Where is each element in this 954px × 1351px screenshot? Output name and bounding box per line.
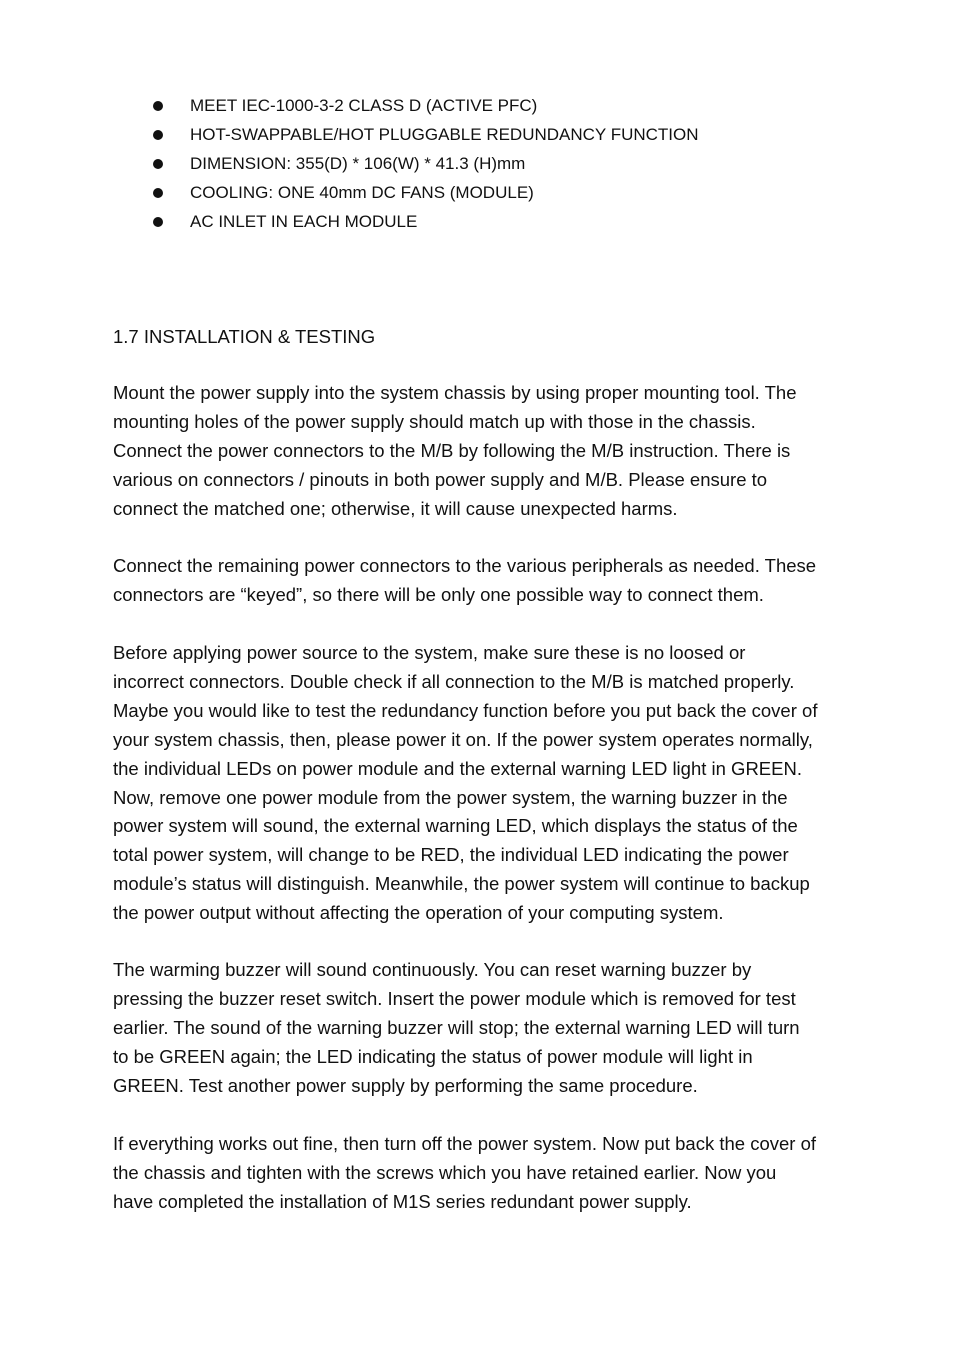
paragraph-line: Mount the power supply into the system chassis by using proper mounting tool. The [113,382,797,403]
bullet-text: COOLING: ONE 40mm DC FANS (MODULE) [190,183,534,202]
paragraph-line: various on connectors / pinouts in both power supply and M/B. Please ensure to [113,468,768,490]
paragraph-testing [113,639,848,928]
paragraph-line: If everything works out fine, then turn off the power system. Now put back the cover of [113,1133,817,1154]
bullet-dot-icon [153,101,163,111]
bullet-item [150,178,870,207]
paragraph-peripherals [113,552,848,610]
bullet-text: AC INLET IN EACH MODULE [190,212,418,231]
paragraph-line: Maybe you would like to test the redundancy function before you put back the cover of [113,699,818,721]
paragraph-line: to be GREEN again; the LED indicating the status of power module will light in [113,1045,753,1067]
paragraph-line: Connect the remaining power connectors to the various peripherals as needed. These [113,555,817,576]
paragraph-line: the power output without affecting the operation of your computing system. [113,902,724,924]
bullet-dot-icon [153,130,163,140]
paragraph-line: Now, remove one power module from the power system, the warning buzzer in the [113,786,788,808]
paragraph-line: mounting holes of the power supply should match up with those in the chassis. [113,410,756,432]
paragraph-mounting [113,379,848,524]
paragraph-line: power system will sound, the external warning LED, which displays the status of the [113,815,798,837]
paragraph-line: total power system, will change to be RED, the individual LED indicating the power [113,844,789,866]
bullet-text: HOT-SWAPPABLE/HOT PLUGGABLE REDUNDANCY FUNCTION [190,125,699,144]
paragraph-line: your system chassis, then, please power it on. If the power system operates normally, [113,728,813,750]
paragraph-line: incorrect connectors. Double check if all connection to the M/B is matched properly. [113,670,795,692]
bullet-item [150,149,870,178]
paragraph-line: the individual LEDs on power module and the external warning LED light in GREEN. [113,757,802,779]
paragraph-line: module’s status will distinguish. Meanwhile, the power system will continue to backup [113,873,810,895]
paragraph-completion [113,1130,848,1217]
bullet-text: DIMENSION: 355(D) * 106(W) * 41.3 (H)mm [190,154,526,173]
paragraph-line: Connect the power connectors to the M/B by following the M/B instruction. There is [113,439,791,461]
bullet-dot-icon [153,159,163,169]
paragraph-line: have completed the installation of M1S series redundant power supply. [113,1190,692,1212]
section-heading: 1.7 INSTALLATION & TESTING [113,326,376,347]
paragraph-line: the chassis and tighten with the screws which you have retained earlier. Now you [113,1161,777,1183]
bullet-dot-icon [153,217,163,227]
bullet-text: MEET IEC-1000-3-2 CLASS D (ACTIVE PFC) [190,96,538,115]
bullet-item [150,207,870,236]
paragraph-line: GREEN. Test another power supply by performing the same procedure. [113,1074,698,1096]
paragraph-line: connectors are “keyed”, so there will be only one possible way to connect them. [113,583,764,605]
paragraph-line: Before applying power source to the system, make sure these is no loosed or [113,642,746,663]
paragraph-line: pressing the buzzer reset switch. Insert the power module which is removed for test [113,987,796,1009]
paragraph-line: The warming buzzer will sound continuously. You can reset warning buzzer by [113,959,752,980]
bullet-dot-icon [153,188,163,198]
bullet-item [150,120,870,149]
bullet-item [150,91,870,120]
paragraph-line: earlier. The sound of the warning buzzer will stop; the external warning LED will turn [113,1016,800,1038]
paragraph-buzzer [113,956,848,1101]
feature-bullet-list [150,91,870,236]
paragraph-line: connect the matched one; otherwise, it will cause unexpected harms. [113,497,678,519]
